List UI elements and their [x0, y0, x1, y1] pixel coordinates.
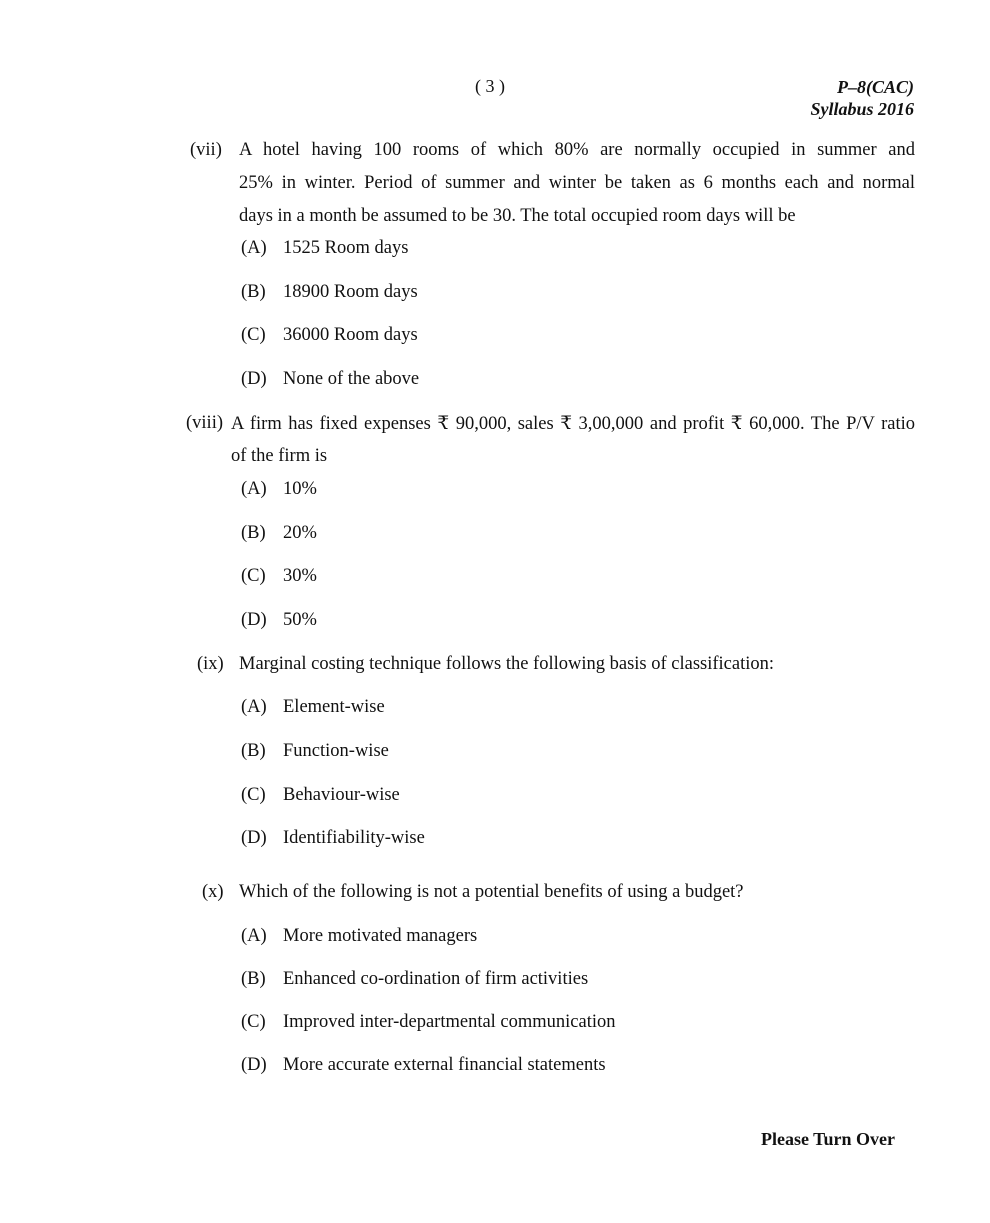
option-vii-b: [241, 282, 418, 303]
paper-code: P–8(CAC): [836, 77, 914, 97]
option-text: Behaviour-wise: [283, 785, 400, 805]
option-label: (A): [241, 238, 267, 258]
option-label: (D): [241, 1055, 267, 1075]
option-text: Element-wise: [283, 697, 385, 717]
option-ix-c: [241, 785, 400, 806]
option-label: (C): [241, 785, 266, 805]
option-x-b: [241, 969, 588, 990]
option-vii-c: [241, 325, 418, 346]
option-label: (B): [241, 741, 266, 761]
option-viii-c: [241, 566, 317, 587]
option-x-d: [241, 1055, 606, 1076]
option-label: (B): [241, 969, 266, 989]
please-turn-over: Please Turn Over: [761, 1129, 895, 1149]
option-label: (B): [241, 282, 266, 302]
option-text: More motivated managers: [283, 926, 478, 946]
option-text: Identifiability-wise: [283, 828, 425, 848]
question-text-line: Which of the following is not a potential benefits of using a budget?: [239, 882, 744, 902]
option-label: (D): [241, 369, 267, 389]
option-text: 18900 Room days: [283, 282, 418, 302]
option-label: (C): [241, 325, 266, 345]
option-viii-b: [241, 523, 317, 544]
option-viii-d: [241, 610, 317, 631]
question-number: (ix): [197, 654, 224, 674]
option-text: More accurate external financial statements: [283, 1055, 606, 1075]
option-text: 36000 Room days: [283, 325, 418, 345]
question-number: (viii): [186, 413, 223, 433]
question-text-line: days in a month be assumed to be 30. The total occupied room days will be: [239, 206, 796, 226]
question-number: (x): [202, 882, 224, 902]
option-text: 50%: [283, 610, 317, 630]
option-label: (A): [241, 926, 267, 946]
option-viii-a: [241, 479, 317, 500]
option-vii-a: [241, 238, 408, 259]
option-label: (D): [241, 610, 267, 630]
option-text: Improved inter-departmental communication: [283, 1012, 616, 1032]
option-ix-b: [241, 741, 389, 762]
question-number: (vii): [190, 140, 222, 160]
question-text-line: Marginal costing technique follows the following basis of classification:: [239, 654, 775, 674]
paper-header: [810, 76, 914, 120]
option-label: (C): [241, 566, 266, 586]
option-label: (D): [241, 828, 267, 848]
option-label: (A): [241, 697, 267, 717]
option-text: 1525 Room days: [283, 238, 409, 258]
option-label: (A): [241, 479, 267, 499]
question-text-line: 25% in winter. Period of summer and winter be taken as 6 months each and normal: [239, 173, 915, 193]
option-label: (B): [241, 523, 266, 543]
option-text: None of the above: [283, 369, 420, 389]
option-text: 20%: [283, 523, 317, 543]
question-text-line: of the firm is: [231, 446, 328, 466]
page-number: ( 3 ): [475, 76, 505, 96]
option-text: Function-wise: [283, 741, 389, 761]
question-text-line: A hotel having 100 rooms of which 80% are normally occupied in summer and: [239, 140, 915, 160]
question-text-line: A firm has fixed expenses ₹ 90,000, sales ₹ 3,00,000 and profit ₹ 60,000. The P/V ratio: [231, 414, 915, 434]
option-ix-d: [241, 828, 425, 849]
option-x-a: [241, 926, 477, 947]
option-text: 10%: [283, 479, 317, 499]
option-vii-d: [241, 369, 419, 390]
option-label: (C): [241, 1012, 266, 1032]
option-ix-a: [241, 697, 385, 718]
option-text: 30%: [283, 566, 317, 586]
option-x-c: [241, 1012, 616, 1033]
syllabus-year: Syllabus 2016: [810, 99, 914, 119]
option-text: Enhanced co-ordination of firm activities: [283, 969, 589, 989]
